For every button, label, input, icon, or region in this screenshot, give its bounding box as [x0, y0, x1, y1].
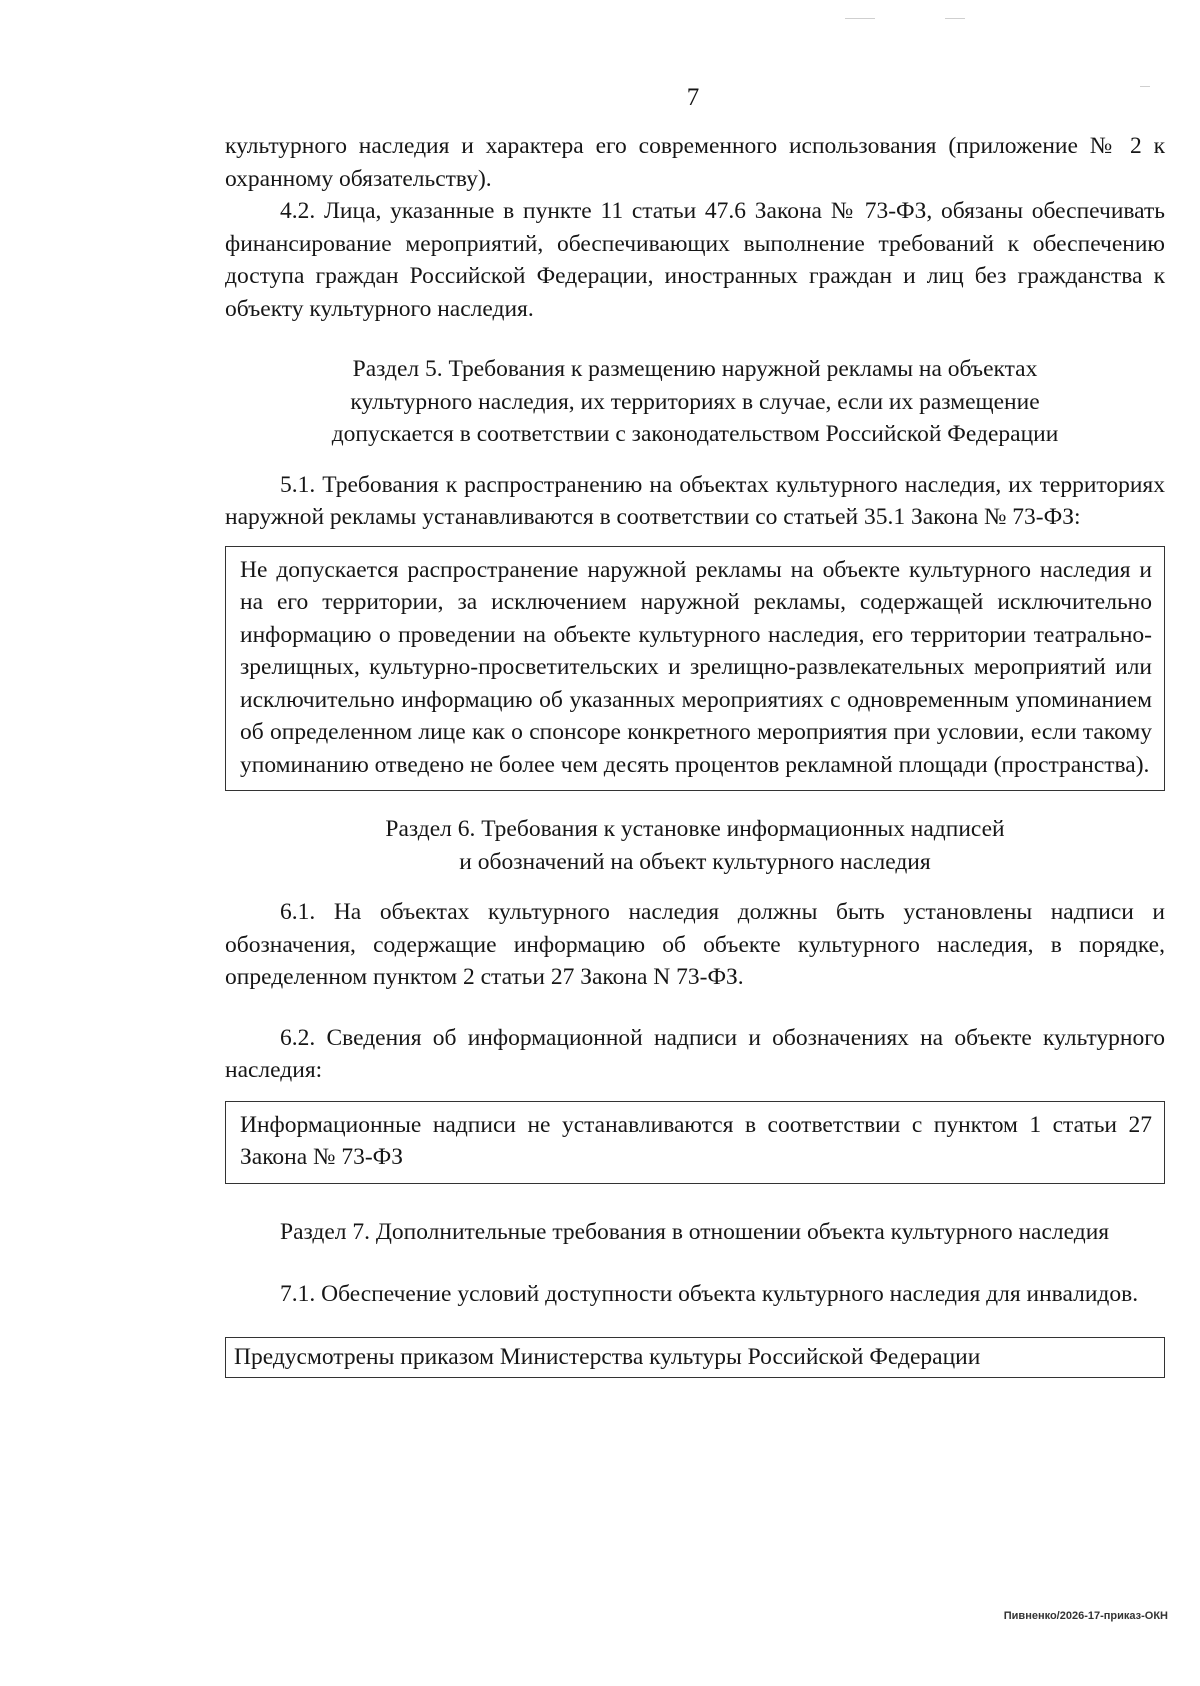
- paragraph-5-1: 5.1. Требования к распространению на объектах культурного наследия, их территориях наружной рекламы устанавливаются в соответствии со статьей 35.1 Закона № 73-ФЗ:: [225, 471, 1165, 530]
- scan-mark: [845, 18, 875, 19]
- document-code: Пивненко/2026-17-приказ-ОКН: [1003, 1610, 1168, 1622]
- section-6-heading-line: Раздел 6. Требования к установке информационных надписей: [385, 816, 1005, 842]
- advertising-restriction-text: Не допускается распространение наружной рекламы на объекте культурного наследия и на его территории, за исключением наружной рекламы, содержащей исключительно информацию о проведении на объекте культурного наследия, его территории театрально-зрелищных, культурно-просветительских и зрелищно-развлекательных мероприятий или исключительно информацию об указанных мероприятиях с одновременным упоминанием об определенном лице как о спонсоре конкретного мероприятия при условии, если такому упоминанию отведено не более чем десять процентов рекламной площади (пространства).: [240, 556, 1152, 778]
- accessibility-box: [225, 1337, 1165, 1379]
- paragraph-6-1: 6.1. На объектах культурного наследия должны быть установлены надписи и обозначения, содержащие информацию об объекте культурного наследия, в порядке, определенном пунктом 2 статьи 27 Закона N 73-ФЗ.: [225, 899, 1165, 990]
- accessibility-text: Предусмотрены приказом Министерства культуры Российской Федерации: [234, 1343, 981, 1370]
- information-signs-box: [225, 1101, 1165, 1184]
- scan-mark: [945, 18, 965, 19]
- paragraph-4-2: 4.2. Лица, указанные в пункте 11 статьи 47.6 Закона № 73-ФЗ, обязаны обеспечивать финансирование мероприятий, обеспечивающих выполнение требований к обеспечению доступа граждан Российской Федерации, иностранных граждан и лиц без гражданства к объекту культурного наследия.: [225, 198, 1165, 322]
- section-7-heading: Раздел 7. Дополнительные требования в отношении объекта культурного наследия: [280, 1218, 1110, 1245]
- information-signs-text: Информационные надписи не устанавливаются в соответствии с пунктом 1 статьи 27 Закона № 73-ФЗ: [240, 1111, 1152, 1170]
- section-6-heading-line: и обозначений на объект культурного наследия: [459, 848, 931, 875]
- section-5-heading-line: Раздел 5. Требования к размещению наружной рекламы на объектах: [352, 356, 1038, 382]
- paragraph-continuation: культурного наследия и характера его современного использования (приложение № 2 к охранному обязательству).: [225, 133, 1165, 192]
- document-body: [225, 130, 1165, 1378]
- section-5-heading-line: допускается в соответствии с законодательством Российской Федерации: [331, 421, 1059, 447]
- section-5-heading-line: культурного наследия, их территориях в случае, если их размещение: [350, 388, 1040, 415]
- section-6-heading: [225, 813, 1165, 878]
- section-5-heading: [225, 353, 1165, 451]
- advertising-restriction-box: [225, 546, 1165, 792]
- paragraph-7-1: 7.1. Обеспечение условий доступности объекта культурного наследия для инвалидов.: [280, 1281, 1139, 1307]
- page-number: 7: [686, 84, 700, 111]
- paragraph-6-2: 6.2. Сведения об информационной надписи и обозначениях на объекте культурного наследия:: [225, 1024, 1165, 1083]
